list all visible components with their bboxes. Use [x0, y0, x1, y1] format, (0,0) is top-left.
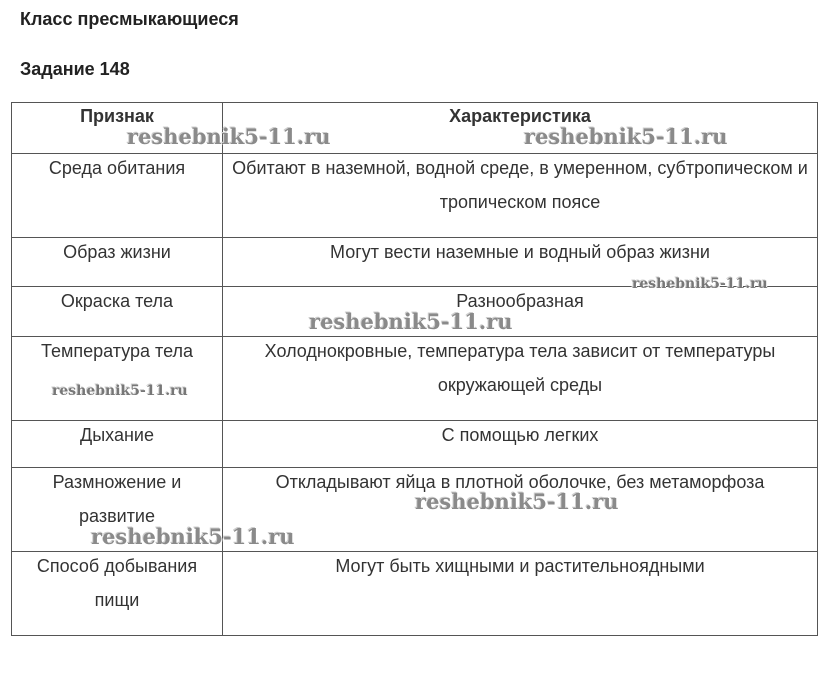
- reptile-characteristics-table: [11, 102, 818, 636]
- feature-text: Способ добывания пищи: [36, 556, 198, 610]
- description-text: Могут быть хищными и растительноядными: [335, 556, 705, 576]
- watermark: reshebnik5-11.ru: [127, 124, 331, 149]
- feature-text: Температура тела: [41, 341, 193, 361]
- table-row: [12, 287, 818, 337]
- feature-cell: [12, 238, 223, 287]
- description-text: Разнообразная: [456, 291, 584, 311]
- table-row: [12, 238, 818, 287]
- watermark: reshebnik5-11.ru: [632, 276, 768, 292]
- table-row: [12, 421, 818, 468]
- feature-cell: [12, 421, 223, 468]
- feature-cell: [12, 552, 223, 636]
- feature-cell: [12, 287, 223, 337]
- feature-cell: [12, 468, 223, 552]
- description-text: С помощью легких: [441, 425, 599, 445]
- feature-cell: [12, 337, 223, 421]
- description-cell: [223, 552, 818, 636]
- feature-text: Образ жизни: [63, 242, 171, 262]
- description-text: Холоднокровные, температура тела зависит от температуры окружающей среды: [264, 341, 776, 395]
- description-cell: [223, 154, 818, 238]
- task-heading: Задание 148: [20, 59, 130, 79]
- watermark: reshebnik5-11.ru: [91, 524, 295, 549]
- watermark: reshebnik5-11.ru: [524, 124, 728, 149]
- table-row: [12, 154, 818, 238]
- description-text: Могут вести наземные и водный образ жизни: [330, 242, 710, 262]
- column-header-feature: Признак: [12, 103, 223, 154]
- watermark: reshebnik5-11.ru: [309, 309, 513, 334]
- feature-text: Размножение и развитие: [52, 472, 182, 526]
- table-row: [12, 468, 818, 552]
- feature-cell: [12, 154, 223, 238]
- table-row: [12, 337, 818, 421]
- description-cell: [223, 468, 818, 552]
- watermark: reshebnik5-11.ru: [52, 383, 188, 399]
- description-text: Обитают в наземной, водной среде, в умеренном, субтропическом и тропическом поясе: [232, 158, 808, 212]
- description-text: Откладывают яйца в плотной оболочке, без метаморфоза: [275, 472, 765, 492]
- table-row: [12, 552, 818, 636]
- description-cell: [223, 238, 818, 287]
- page-title: Класс пресмыкающиеся: [20, 9, 239, 29]
- feature-text: Окраска тела: [60, 291, 174, 311]
- watermark: reshebnik5-11.ru: [415, 489, 619, 514]
- table-header-row: [12, 103, 818, 154]
- column-header-description: Характеристика: [223, 103, 818, 154]
- feature-text: Дыхание: [80, 425, 154, 445]
- description-cell: [223, 337, 818, 421]
- description-cell: [223, 287, 818, 337]
- feature-text: Среда обитания: [48, 158, 186, 178]
- description-cell: [223, 421, 818, 468]
